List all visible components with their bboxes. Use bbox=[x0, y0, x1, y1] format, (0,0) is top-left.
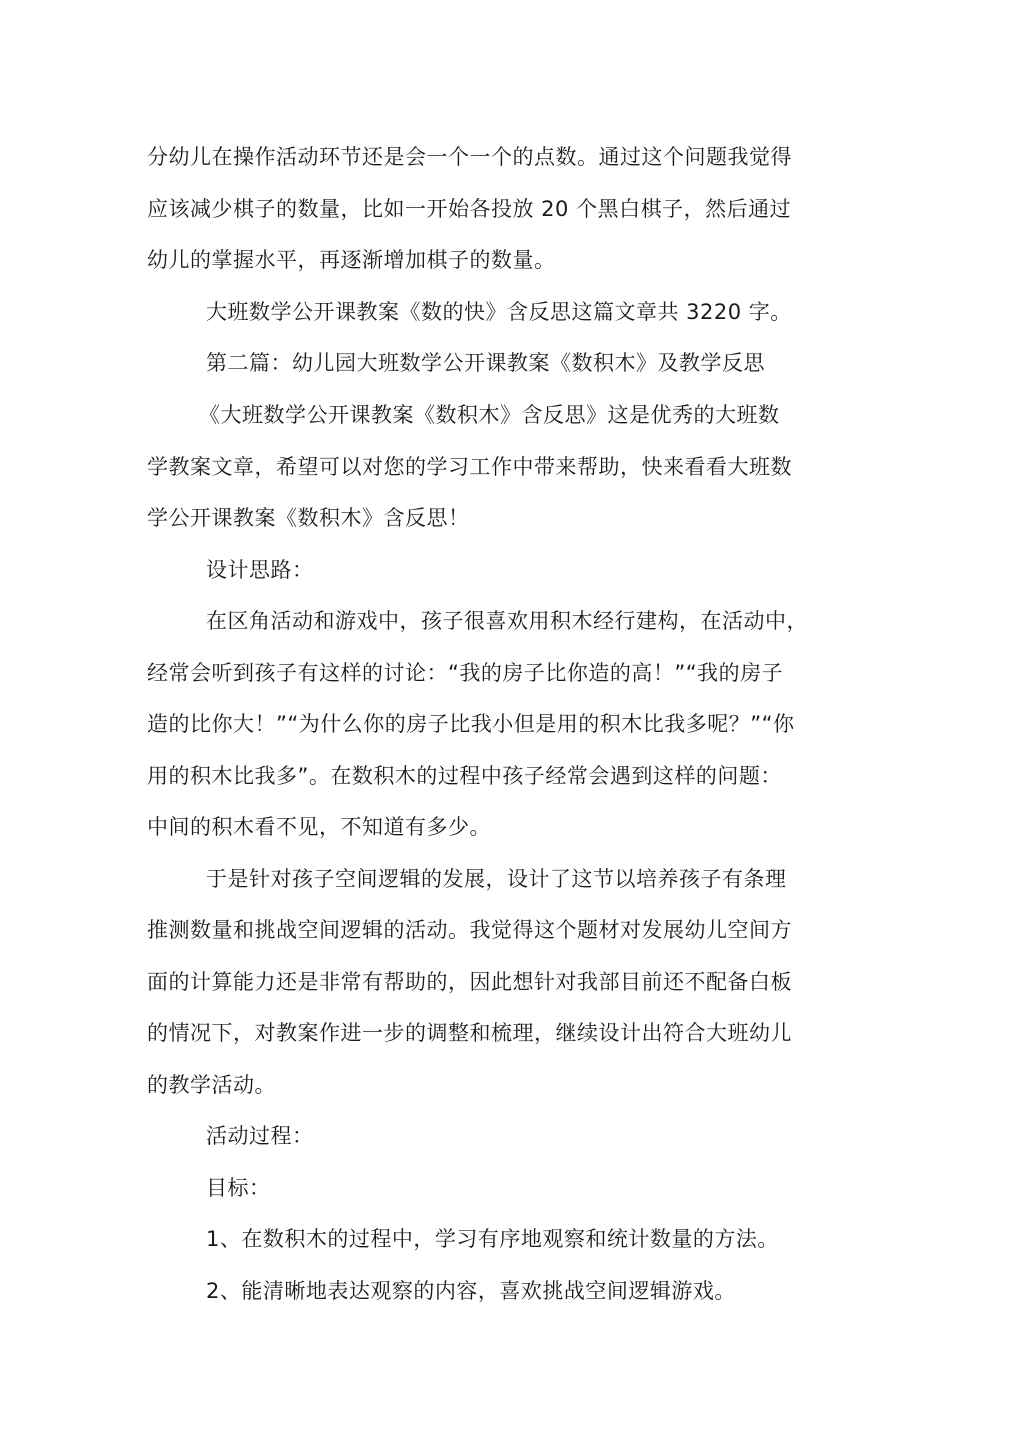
text-line: 大班数学公开课教案《数的快》含反思这篇文章共 3220 字。 bbox=[206, 300, 792, 324]
text-line: 面的计算能力还是非常有帮助的，因此想针对我部目前还不配备白板 bbox=[147, 970, 792, 994]
text-line: 于是针对孩子空间逻辑的发展，设计了这节以培养孩子有条理 bbox=[206, 867, 787, 891]
subheading: 目标： bbox=[206, 1176, 271, 1200]
subheading: 设计思路： bbox=[206, 558, 314, 582]
text-line: 在区角活动和游戏中，孩子很喜欢用积木经行建构，在活动中， bbox=[206, 609, 808, 633]
text-line: 幼儿的掌握水平，再逐渐增加棋子的数量。 bbox=[147, 248, 556, 272]
text-line: 学公开课教案《数积木》含反思！ bbox=[147, 506, 470, 530]
text-line: 的教学活动。 bbox=[147, 1073, 276, 1097]
text-line: 经常会听到孩子有这样的讨论：“我的房子比你造的高！”“我的房子 bbox=[147, 661, 784, 685]
text-line: 《大班数学公开课教案《数积木》含反思》这是优秀的大班数 bbox=[199, 403, 780, 427]
text-line: 推测数量和挑战空间逻辑的活动。我觉得这个题材对发展幼儿空间方 bbox=[147, 918, 792, 942]
text-line: 学教案文章，希望可以对您的学习工作中带来帮助，快来看看大班数 bbox=[147, 455, 792, 479]
text-line: 用的积木比我多”。在数积木的过程中孩子经常会遇到这样的问题： bbox=[147, 764, 782, 788]
text-line: 造的比你大！”“为什么你的房子比我小但是用的积木比我多呢？”“你 bbox=[147, 712, 795, 736]
text-line: 中间的积木看不见，不知道有多少。 bbox=[147, 815, 491, 839]
section-heading: 第二篇：幼儿园大班数学公开课教案《数积木》及教学反思 bbox=[206, 351, 765, 375]
text-line: 的情况下，对教案作进一步的调整和梳理，继续设计出符合大班幼儿 bbox=[147, 1021, 792, 1045]
text-line: 应该减少棋子的数量，比如一开始各投放 20 个黑白棋子，然后通过 bbox=[147, 197, 792, 221]
text-line: 分幼儿在操作活动环节还是会一个一个的点数。通过这个问题我觉得 bbox=[147, 145, 792, 169]
list-item: 2、能清晰地表达观察的内容，喜欢挑战空间逻辑游戏。 bbox=[206, 1279, 736, 1303]
list-item: 1、在数积木的过程中，学习有序地观察和统计数量的方法。 bbox=[206, 1227, 779, 1251]
subheading: 活动过程： bbox=[206, 1124, 314, 1148]
